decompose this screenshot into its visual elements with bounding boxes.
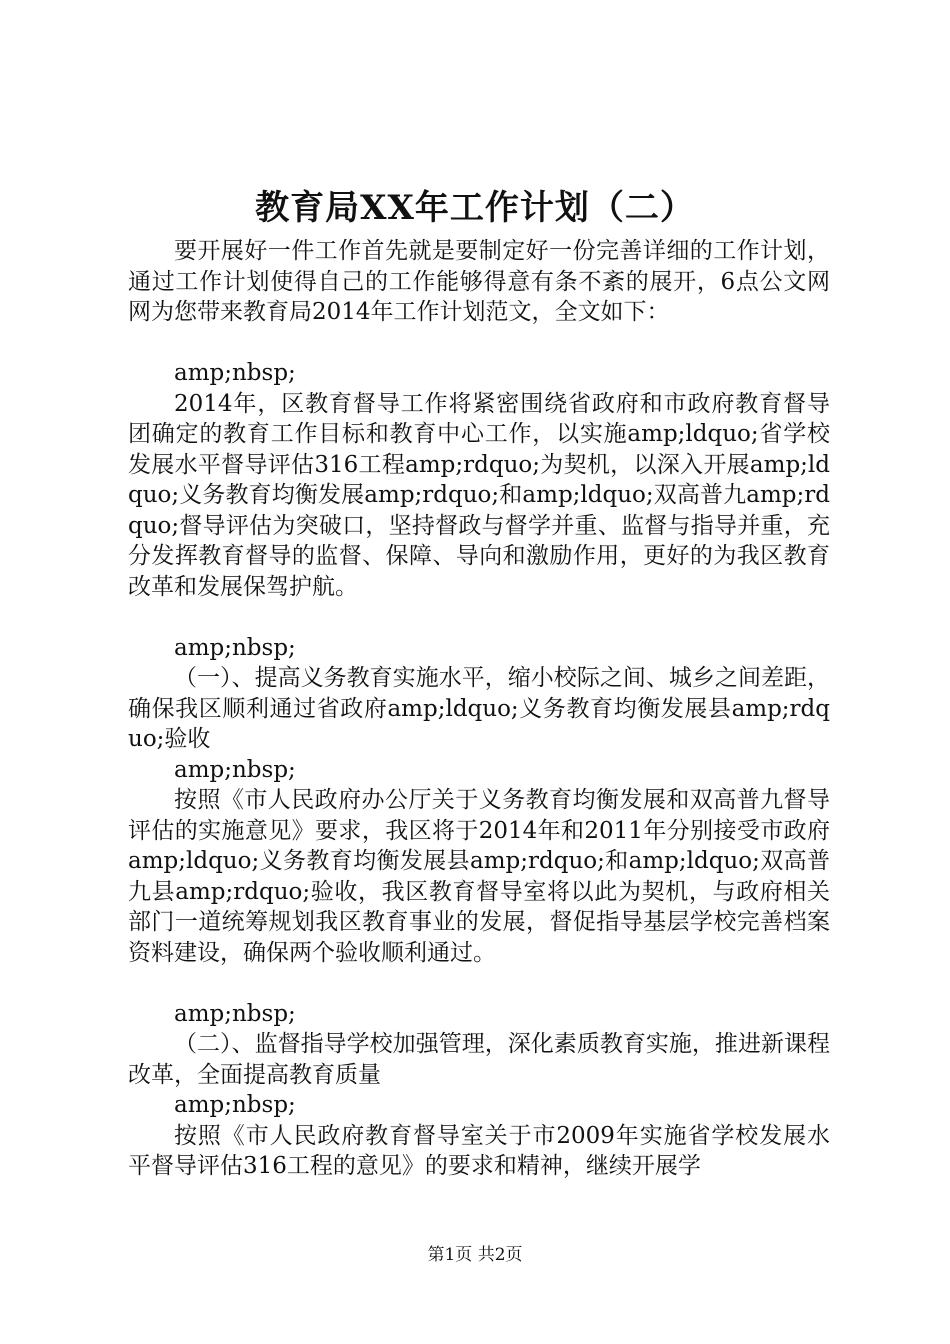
page-footer: 第1页 共2页	[427, 1245, 523, 1265]
document-body	[128, 236, 830, 1182]
paragraph-spacer	[128, 602, 830, 633]
document-title: 教育局XX年工作计划（二）	[255, 188, 695, 228]
paragraph: （一）、提高义务教育实施水平，缩小校际之间、城乡之间差距，确保我区顺利通过省政府amp;ldquo;义务教育均衡发展县amp;rdquo;验收	[128, 665, 830, 752]
paragraph: 按照《市人民政府办公厅关于义务教育均衡发展和双高普九督导评估的实施意见》要求，我区将于2014年和2011年分别接受市政府amp;ldquo;义务教育均衡发展县amp;rdquo;和amp;ldquo;双高普九县amp;rdquo;验收，我区教育督导室将以此为契机，与政府相关部门一道统筹规划我区教育事业的发展，督促指导基层学校完善档案资料建设，确保两个验收顺利通过。	[128, 787, 830, 966]
nbsp-line: amp;nbsp;	[174, 634, 296, 661]
paragraph-spacer	[128, 968, 830, 999]
paragraph: 按照《市人民政府教育督导室关于市2009年实施省学校发展水平督导评估316工程的意见》的要求和精神，继续开展学	[128, 1122, 830, 1179]
paragraph: （二）、监督指导学校加强管理，深化素质教育实施，推进新课程改革，全面提高教育质量	[128, 1031, 830, 1088]
nbsp-line: amp;nbsp;	[174, 756, 296, 783]
nbsp-line: amp;nbsp;	[174, 360, 296, 386]
paragraph-spacer	[128, 328, 830, 359]
nbsp-line: amp;nbsp;	[174, 1000, 296, 1027]
paragraph: 2014年，区教育督导工作将紧密围绕省政府和市政府教育督导团确定的教育工作目标和教育中心工作，以实施amp;ldquo;省学校发展水平督导评估316工程amp;rdquo;为契机，以深入开展amp;ldquo;义务教育均衡发展amp;rdquo;和amp;ldquo;双高普九amp;rdquo;督导评估为突破口，坚持督政与督学并重、监督与指导并重，充分发挥教育督导的监督、保障、导向和激励作用，更好的为我区教育改革和发展保驾护航。	[128, 390, 830, 600]
paragraph: 要开展好一件工作首先就是要制定好一份完善详细的工作计划，通过工作计划使得自己的工作能够得意有条不紊的展开，6点公文网网为您带来教育局2014年工作计划范文，全文如下：	[128, 238, 830, 325]
nbsp-line: amp;nbsp;	[174, 1092, 296, 1118]
